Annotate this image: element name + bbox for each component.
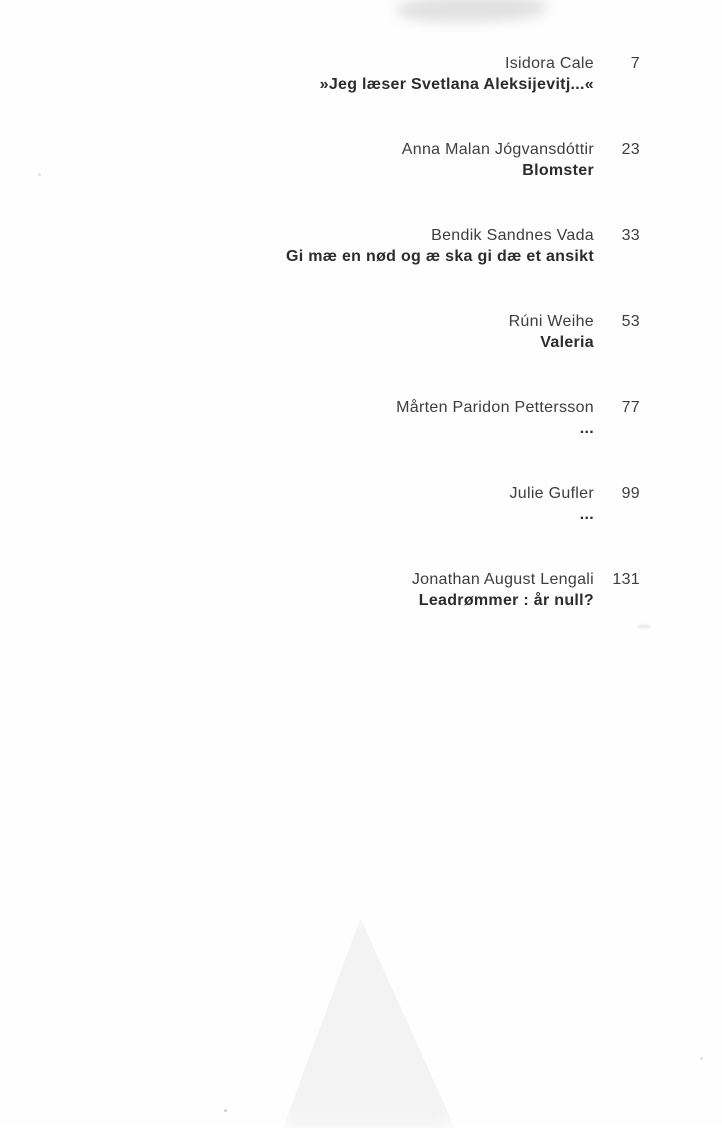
toc-entry: [120, 139, 640, 181]
page-number: 23: [621, 141, 640, 158]
page-number: 7: [630, 55, 640, 72]
dust-speck: [700, 1057, 703, 1060]
author-row: [120, 139, 640, 160]
author-row: [120, 225, 640, 246]
author-name: Rúni Weihe: [508, 313, 594, 330]
author-row: [120, 397, 640, 418]
work-title: ...: [579, 420, 594, 437]
author-name: Anna Malan Jógvansdóttir: [401, 141, 594, 158]
page-number: 99: [621, 485, 640, 502]
toc-entry: [120, 569, 640, 611]
author-name: Bendik Sandnes Vada: [431, 227, 594, 244]
dust-speck: [224, 1109, 227, 1112]
page-number: 33: [621, 227, 640, 244]
author-row: [120, 483, 640, 504]
toc-entry: [120, 397, 640, 439]
author-name: Jonathan August Lengali: [411, 571, 594, 588]
page-number: 53: [621, 313, 640, 330]
toc-entry: [120, 53, 640, 95]
author-row: [120, 311, 640, 332]
author-name: Mårten Paridon Pettersson: [396, 399, 594, 416]
page-number: 131: [612, 571, 640, 588]
work-title: ...: [579, 506, 594, 523]
work-title: Valeria: [540, 334, 594, 351]
scan-artifact-bottom-ghost-shape: [283, 918, 455, 1128]
author-name: Julie Gufler: [509, 485, 594, 502]
scan-artifact-top-ghost-text: [398, 0, 546, 22]
toc-entry: [120, 225, 640, 267]
author-name: Isidora Cale: [505, 55, 594, 72]
toc-entry: [120, 311, 640, 353]
work-title: Gi mæ en nød og æ ska gi dæ et ansikt: [285, 248, 594, 265]
author-row: [120, 569, 640, 590]
work-title: Leadrømmer : år null?: [418, 592, 594, 609]
author-row: [120, 53, 640, 74]
scan-artifact-dash: [638, 625, 650, 628]
work-title: Blomster: [522, 162, 594, 179]
toc-entry: [120, 483, 640, 525]
page-number: 77: [621, 399, 640, 416]
work-title: »Jeg læser Svetlana Aleksijevitj...«: [319, 76, 594, 93]
dust-speck: [38, 173, 41, 176]
table-of-contents: [120, 53, 640, 611]
